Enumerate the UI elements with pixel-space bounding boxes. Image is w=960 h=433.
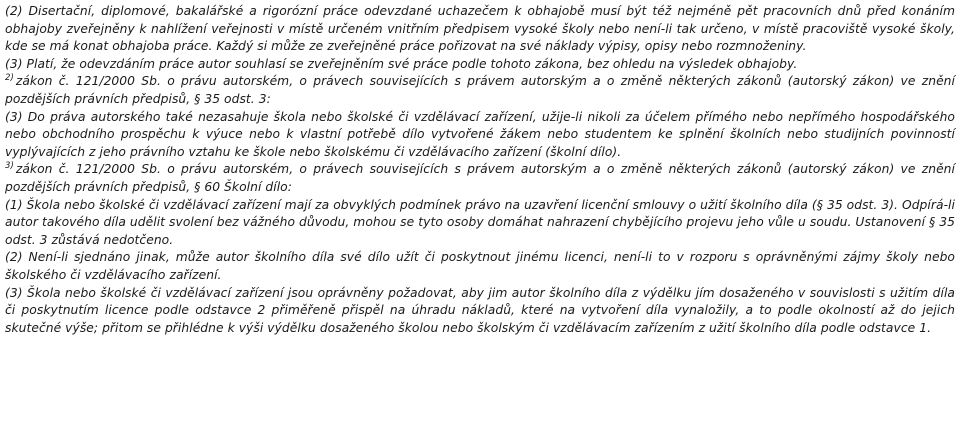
footnote-3 [5, 161, 955, 196]
footnote-2-number: 2) [5, 73, 14, 84]
footnote-2-text: zákon č. 121/2000 Sb. o právu autorském, o právech souvisejících s právem autorským a o změně některých zákonů (autorský zákon) ve znění pozdějších právních předpisů, § 35 odst. 3: [5, 74, 955, 106]
footnote-2 [5, 73, 955, 108]
paragraph-3-cost-contribution: (3) Škola nebo školské či vzdělávací zařízení jsou oprávněny požadovat, aby jim autor školního díla z výdělku jím dosaženého v souvislosti s užitím díla či poskytnutím licence podle odstavce 2 přiměřeně přispěl na úhradu nákladů, které na vytvoření díla vynaložily, a to podle okolností až do jejich skutečné výše; přitom se přihlédne k výši výdělku dosaženého školou nebo školským či vzdělávacím zařízením z užití školního díla podle odstavce 1. [5, 285, 955, 335]
footnote-3-number: 3) [5, 161, 14, 172]
paragraph-2-public-display: (2) Disertační, diplomové, bakalářské a rigorózní práce odevzdané uchazečem k obhajobě musí být též nejméně pět pracovních dnů před konáním obhajoby zveřejněny k nahlížení veřejnosti v místě určeném vnitřním předpisem vysoké školy nebo není-li tak určeno, v místě pracoviště vysoké školy, kde se má konat obhajoba práce. Každý si může ze zveřejněné práce pořizovat na své náklady výpisy, opisy nebo rozmnoženiny. [5, 4, 955, 54]
footnote-3-text: zákon č. 121/2000 Sb. o právu autorském, o právech souvisejících s právem autorským a o změně některých zákonů (autorský zákon) ve znění pozdějších právních předpisů, § 60 Školní dílo: [5, 162, 955, 194]
paragraph-3-consent: (3) Platí, že odevzdáním práce autor souhlasí se zveřejněním své práce podle tohoto zákona, bez ohledu na výsledek obhajoby. [5, 56, 798, 71]
paragraph-1-license-agreement: (1) Škola nebo školské či vzdělávací zařízení mají za obvyklých podmínek právo na uzavření licenční smlouvy o užití školního díla (§ 35 odst. 3). Odpírá-li autor takového díla udělit svolení bez vážného důvodu, mohou se tyto osoby domáhat nahrazení chybějícího projevu jeho vůle u soudu. Ustanovení § 35 odst. 3 zůstává nedotčeno. [5, 197, 955, 247]
paragraph-3-school-work: (3) Do práva autorského také nezasahuje škola nebo školské či vzdělávací zařízení, užije-li nikoli za účelem přímého nebo nepřímého hospodářského nebo obchodního prospěchu k výuce nebo k vlastní potřebě dílo vytvořené žákem nebo studentem ke splnění školních nebo studijních povinností vyplývajících z jeho právního vztahu ke škole nebo školskému či vzdělávacího zařízení (školní dílo). [5, 109, 955, 159]
paragraph-2-author-use: (2) Není-li sjednáno jinak, může autor školního díla své dílo užít či poskytnout jinému licenci, není-li to v rozporu s oprávněnými zájmy školy nebo školského či vzdělávacího zařízení. [5, 250, 955, 282]
